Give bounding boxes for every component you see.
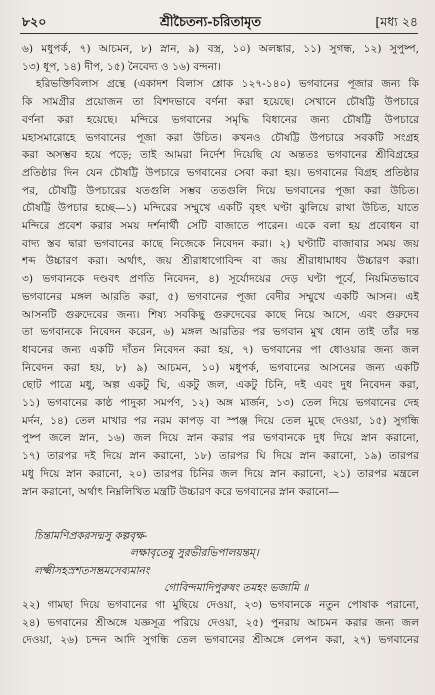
sanskrit-verse [22, 528, 419, 598]
text-line: পুষ্প জলে স্নান, ১৬) জল দিয়ে স্নান করার পর ভগবানকে দুধ দিয়ে স্নান করানো, [22, 432, 419, 445]
page-number: ৮২০ [22, 14, 47, 29]
text-line: তা ভগবানকে নিবেদন করেন, ৬) মঙ্গল আরতির পর ভগবান মুখ ধোন তাই তাঁর দন্ত [22, 326, 419, 339]
text-line: বাদ্য স্তব দ্বারা ভগবানের কাছে নিজেকে নিবেদন করা। ২) ঘণ্টাটি বাজাবার সময় জয় [22, 237, 419, 250]
text-line: ১৭) তারপর দই দিয়ে স্নান করানো, ১৮) তারপর ঘি দিয়ে স্নান করানো, ১৯) তারপর [22, 450, 419, 463]
text-line: মহাসমারোহে ভগবানের পূজা করা উচিত। কখনও চৌষট্টি উপচারে সবকটি সংগ্রহ [22, 131, 419, 144]
text-line: মন্দিরে প্রবেশ করার সময় দর্শনার্থী সেটি বাজাতে পারেন। একে বলা হয় প্রবোধন বা [22, 220, 419, 233]
header-rule [20, 33, 418, 34]
section-label: [মধ্য ২৪ [375, 14, 418, 29]
text-line: মর্দন, ১৪) তেল মাখার পর নরম কাপড় বা স্পঞ্জ দিয়ে তেল মুছে দেওয়া, ১৫) সুগন্ধি [22, 414, 419, 427]
text-line: পর, চৌষট্টি উপচারের যতগুলি সম্ভব ততগুলি দিয়ে ভগবানের পূজা করা উচিত। [22, 184, 419, 197]
body-text-continued [22, 597, 419, 650]
text-line: ছোট পাত্রে মধু, অল্প একটু ঘি, একটু জল, একটু চিনি, দই এবং দুধ নিবেদন করা, [22, 379, 419, 392]
text-line: ২৪) ভগবানের শ্রীঅঙ্গে যজ্ঞসূত্র পরিয়ে দেওয়া, ২৫) পুনরায় আচমন করার জন্য জল [22, 616, 419, 629]
text-line: করা অসম্ভব হয়ে পড়ে; তাই আমরা নির্দেশ দিয়েছি যে অন্ততঃ ভগবানের শ্রীবিগ্রহের [22, 149, 419, 162]
text-line: ৩) ভগবানকে দণ্ডবৎ প্রণতি নিবেদন, ৪) সূর্যোদয়ের দেড় ঘণ্টা পূর্বে, নিয়মিতভাবে [22, 273, 419, 286]
text-line: প্রতিষ্ঠার দিন যেন চৌষট্টি উপচারে ভগবানের সেবা করা হয়। ভগবানের বিগ্রহ প্রতিষ্ঠার [22, 166, 419, 179]
verse-line: চিন্তামণিপ্রকরসদ্মসু কল্পবৃক্ষ- [34, 530, 148, 542]
text-line: শব্দ উচ্চারণ করা। অর্থাৎ, জয় শ্রীরাধাগোবিন্দ বা জয় শ্রীরাধামাধব উচ্চারণ করা। [22, 255, 419, 268]
verse-line: লক্ষাবৃতেষু সুরভীরভিপালয়ন্তম্‌। [130, 547, 259, 560]
text-line: চৌষট্টি উপচার হচ্ছে—১) মন্দিরের সম্মুখে একটি বৃহৎ ঘণ্টা ঝুলিয়ে রাখা উচিত, যাতে [22, 202, 419, 215]
text-line: দেওয়া, ২৬) চন্দন আদি সুগন্ধি তেল ভগবানের শ্রীঅঙ্গে লেপন করা, ২৭) ভগবানের [22, 634, 419, 647]
text-line: আসনটি গুরুদেবের জন্য। শিষ্য সবকিছু গুরুদেবের কাছে নিয়ে আসে, এবং গুরুদেব [22, 308, 419, 321]
text-line: ৬) মধুপর্ক, ৭) আচমন, ৮) স্নান, ৯) বস্ত্র, ১০) অলঙ্কার, ১১) সুগন্ধ, ১২) সুপুষ্প, [22, 43, 419, 55]
verse-line: গোবিন্দমাদিপুরুষং তমহং ভজামি ॥ [164, 582, 309, 595]
text-line: বর্ণনা করা হয়েছে। মন্দিরে ভগবানের সমৃদ্ধি বিধানের জন্য চৌষট্টি উপচারে [22, 113, 419, 126]
text-line: কি সামগ্রীর প্রয়োজন তা বিশদভাবে বর্ণনা করা হয়েছে। সেখানে চৌষট্টি উপচারে [22, 96, 419, 109]
text-line: স্নান করানো, অর্থাৎ নিম্নলিখিত মন্ত্রটি উচ্চারণ করে ভগবানের স্নান করানো— [22, 485, 340, 498]
text-line: নিবেদন করা হয়, ৮) ৯) আচমন, ১০) মধুপর্ক, ভগবানের আসনের জন্য একটি [22, 361, 419, 374]
text-line: ভগবানের মঙ্গল আরতি করা, ৫) ভগবানের পূজা বেদীর সম্মুখে একটি আসন। এই [22, 290, 419, 303]
text-line: হরিভক্তিবিলাস গ্রন্থে (একাদশ বিলাস শ্লোক ১২৭-১৪০) ভগবানের পূজার জন্য কি [36, 78, 419, 91]
text-line: ২২) গামছা দিয়ে ভগবানের গা মুছিয়ে দেওয়া, ২৩) ভগবানকে নতুন পোষাক পরানো, [22, 599, 419, 611]
text-line: ১৩) ধূপ, ১৪) দীপ, ১৫) নৈবেদ্য ও ১৬) বন্দনা। [22, 60, 221, 73]
text-line: ধাবনের জন্য একটি দাঁতন নিবেদন করা হয়, ৭) ভগবানের পা ধোওয়ার জন্য জল [22, 343, 419, 356]
running-title: শ্রীচৈতন্য-চরিতামৃত [160, 15, 262, 30]
text-line: মধু দিয়ে স্নান করানো, ২০) তারপর চিনির জল দিয়ে স্নান করানো, ২১) তারপর মন্ত্রলে [22, 467, 419, 480]
text-line: ১১) ভগবানের কাষ্ঠ পাদুকা সমর্পণ, ১২) অঙ্গ মার্জন, ১৩) তেল দিয়ে ভগবানের দেহ [22, 397, 419, 410]
page-header [22, 11, 418, 33]
verse-line: লক্ষ্মীসহস্রশতসম্ভ্রমসেব্যমানং [34, 564, 150, 577]
body-text [22, 41, 419, 501]
